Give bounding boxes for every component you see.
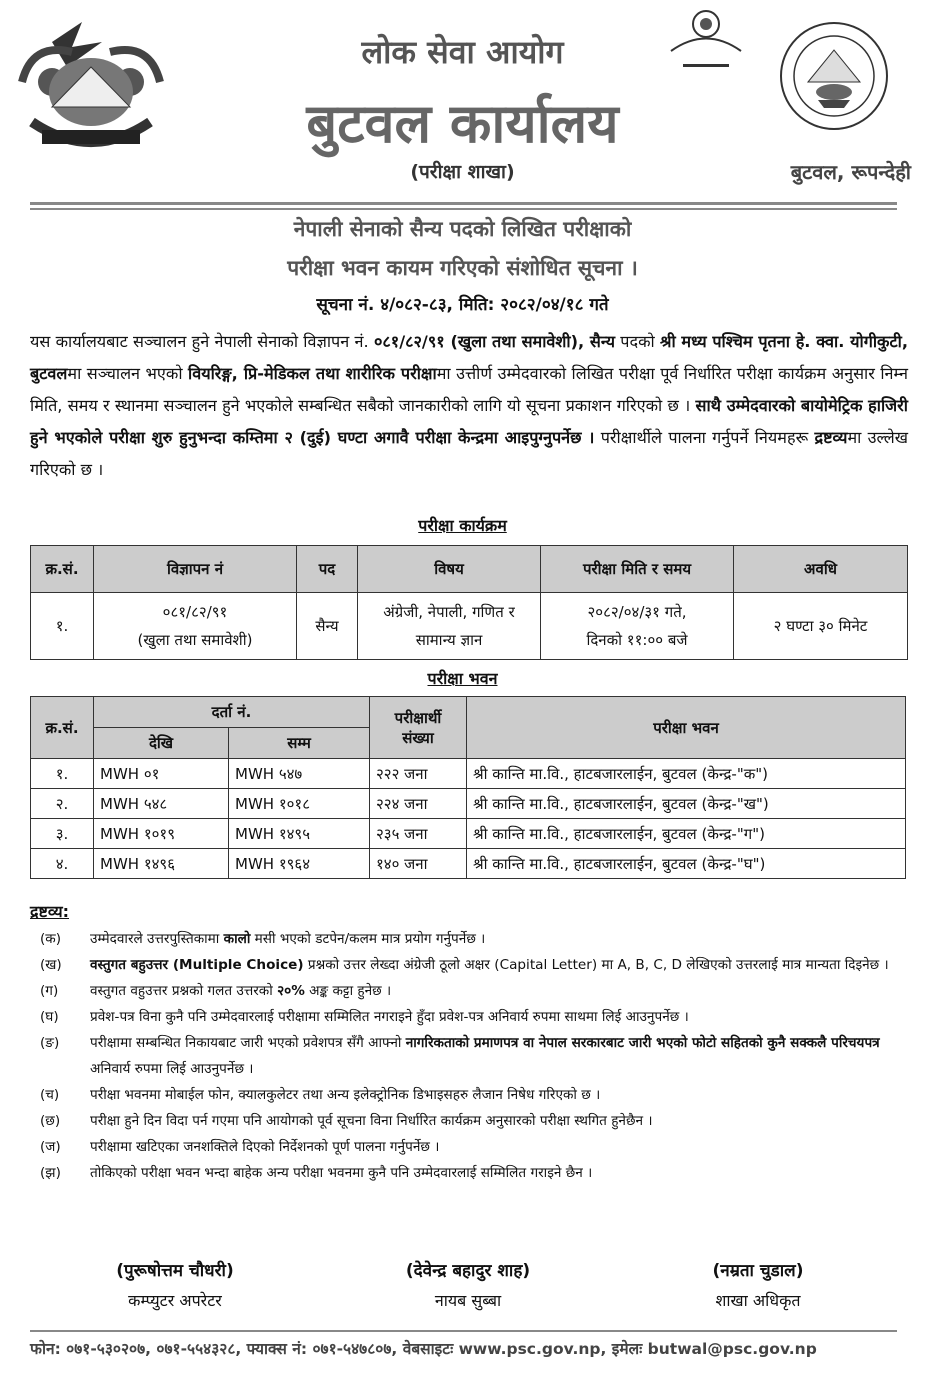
schedule-heading: परीक्षा कार्यक्रम — [418, 516, 507, 535]
col-subject: विषय — [358, 546, 541, 593]
col-date: परीक्षा मिति र समय — [541, 546, 734, 593]
table-row: ३. MWH १०१९ MWH १४९५ २३५ जना श्री कान्ति मा.वि., हाटबजारलाईन, बुटवल (केन्द्र-"ग") — [31, 819, 906, 849]
table-row: १. ०८१/८२/९१ (खुला तथा समावेशी) सैन्य अंग्रेजी, नेपाली, गणित र सामान्य ज्ञान २०८२/०४/३१ गते, दिनको ११:०० बजे २ घण्टा ३० मिनेट — [31, 593, 908, 660]
signature-block: (पुरूषोत्तम चौधरी) कम्प्युटर अपरेटर — [116, 1261, 234, 1310]
list-item: (च) परीक्षा भवनमा मोबाईल फोन, क्यालकुलेटर तथा अन्य इलेक्ट्रोनिक डिभाइसहरु लैजान निषेध गरिएको छ । — [40, 1087, 601, 1103]
schedule-table — [30, 545, 908, 660]
col-post: पद — [297, 546, 358, 593]
col-venue: परीक्षा भवन — [467, 697, 906, 759]
section-name: (परीक्षा शाखा) — [410, 161, 515, 183]
org-name: लोक सेवा आयोग — [361, 33, 564, 71]
col-sn: क्र.सं. — [31, 697, 94, 759]
list-item: (ग) वस्तुगत वहुउत्तर प्रश्नको गलत उत्तरको २०% अङ्क कट्टा हुनेछ । — [40, 983, 392, 999]
centers-heading: परीक्षा भवन — [427, 669, 498, 688]
header-divider — [30, 202, 897, 205]
table-row: २. MWH ५४८ MWH १०१८ २२४ जना श्री कान्ति मा.वि., हाटबजारलाईन, बुटवल (केन्द्र-"ख") — [31, 789, 906, 819]
col-from: देखि — [94, 728, 229, 759]
list-item: (झ) तोकिएको परीक्षा भवन भन्दा बाहेक अन्य परीक्षा भवनमा कुनै पनि उम्मेदवारलाई सम्मिलित गराइने छैन । — [40, 1165, 593, 1181]
office-name: बुटवल कार्यालय — [306, 92, 619, 155]
header-divider-2 — [30, 208, 897, 210]
list-item: (ज) परीक्षामा खटिएका जनशक्तिले दिएको निर्देशनको पूर्ण पालना गर्नुपर्नेछ । — [40, 1139, 440, 1155]
office-location: बुटवल, रूपन्देही — [790, 160, 911, 184]
footer-contact: फोन: ०७१-५३०२०७, ०७१-५५४३२८, फ्याक्स नं: ०७१-५४७८०७, वेबसाइटः www.psc.gov.np, इमेलः butwal@psc.gov.np — [30, 1340, 817, 1358]
list-item: (छ) परीक्षा हुने दिन विदा पर्न गएमा पनि आयोगको पूर्व सूचना विना निर्धारित कार्यक्रम अनुसारको परीक्षा स्थगित हुनेछैन । — [40, 1113, 653, 1129]
notes-heading: द्रष्टव्य: — [30, 902, 69, 921]
col-sn: क्र.सं. — [31, 546, 94, 593]
signature-block: (देवेन्द्र बहादुर शाह) नायब सुब्बा — [405, 1261, 531, 1310]
col-duration: अवधि — [734, 546, 908, 593]
list-item: (घ) प्रवेश-पत्र विना कुनै पनि उम्मेदवारलाई परीक्षामा सम्मिलित नगराइने हुँदा प्रवेश-पत्र अनिवार्य रुपमा साथमा लिई आउनुपर्नेछ । — [40, 1009, 689, 1025]
table-row: १. MWH ०१ MWH ५४७ २२२ जना श्री कान्ति मा.वि., हाटबजारलाईन, बुटवल (केन्द्र-"क") — [31, 759, 906, 789]
notice-body: यस कार्यालयबाट सञ्चालन हुने नेपाली सेनाको विज्ञापन नं. ०८१/८२/९१ (खुला तथा समावेशी), सैन्य पदको श्री मध्य पश्चिम पृतना हे. क्वा. योगीकुटी, बुटवलमा सञ्चालन भएको वियरिङ्ग, प्रि-मेडिकल तथा शारीरिक परीक्षामा उत्तीर्ण उम्मेदवारको लिखित परीक्षा पूर्व निर्धारित परीक्षा कार्यक्रम अनुसार निम्न मिति, समय र स्थानमा सञ्चालन हुने भएकोले सम्बन्धित सबैको जानकारीको लागि यो सूचना प्रकाशन गरिएको छ । साथै उम्मेदवारको बायोमेट्रिक हाजिरी हुने भएकोले परीक्षा शुरु हुनुभन्दा कम्तिमा २ (दुई) घण्टा अगावै परीक्षा केन्द्रमा आइपुग्नुपर्नेछ । परीक्षार्थीले पालना गर्नुपर्ने नियमहरू द्रष्टव्यमा उल्लेख गरिएको छ । — [30, 332, 909, 479]
list-item: (ङ) परीक्षामा सम्बन्धित निकायबाट जारी भएको प्रवेशपत्र सँगै आफ्नो नागरिकताको प्रमाणपत्र वा नेपाल सरकारबाट जारी भएको फोटो सहितको कुनै सक्कलै परिचयपत्र अनिवार्य रुपमा लिई आउनुपर्नेछ । — [40, 1035, 880, 1077]
table-row: ४. MWH १४९६ MWH १९६४ १४० जना श्री कान्ति मा.वि., हाटबजारलाईन, बुटवल (केन्द्र-"घ") — [31, 849, 906, 879]
footer-divider — [30, 1330, 897, 1332]
col-roll: दर्ता नं. — [94, 697, 370, 728]
col-to: सम्म — [229, 728, 370, 759]
notice-title-line2: परीक्षा भवन कायम गरिएको संशोधित सूचना । — [287, 256, 638, 280]
col-adv: विज्ञापन नं — [94, 546, 297, 593]
list-item: (क) उम्मेदवारले उत्तरपुस्तिकामा कालो मसी भएको डटपेन/कलम मात्र प्रयोग गर्नुपर्नेछ । — [40, 931, 486, 947]
notice-number: सूचना नं. ४/०८२-८३, मिति: २०८२/०४/१८ गते — [316, 295, 609, 315]
centers-table — [30, 696, 906, 879]
notice-title-line1: नेपाली सेनाको सैन्य पदको लिखित परीक्षाको — [293, 217, 632, 241]
notes-list — [40, 926, 910, 1186]
list-item: (ख) वस्तुगत बहुउत्तर (Multiple Choice) प्रश्नको उत्तर लेख्दा अंग्रेजी ठूलो अक्षर (Capital Letter) मा A, B, C, D लेखिएको उत्तरलाई मात्र मान्यता दिइनेछ । — [40, 957, 889, 973]
col-count: परीक्षार्थी संख्या — [370, 697, 467, 759]
signature-block: (नम्रता चुडाल) शाखा अधिकृत — [712, 1261, 804, 1310]
